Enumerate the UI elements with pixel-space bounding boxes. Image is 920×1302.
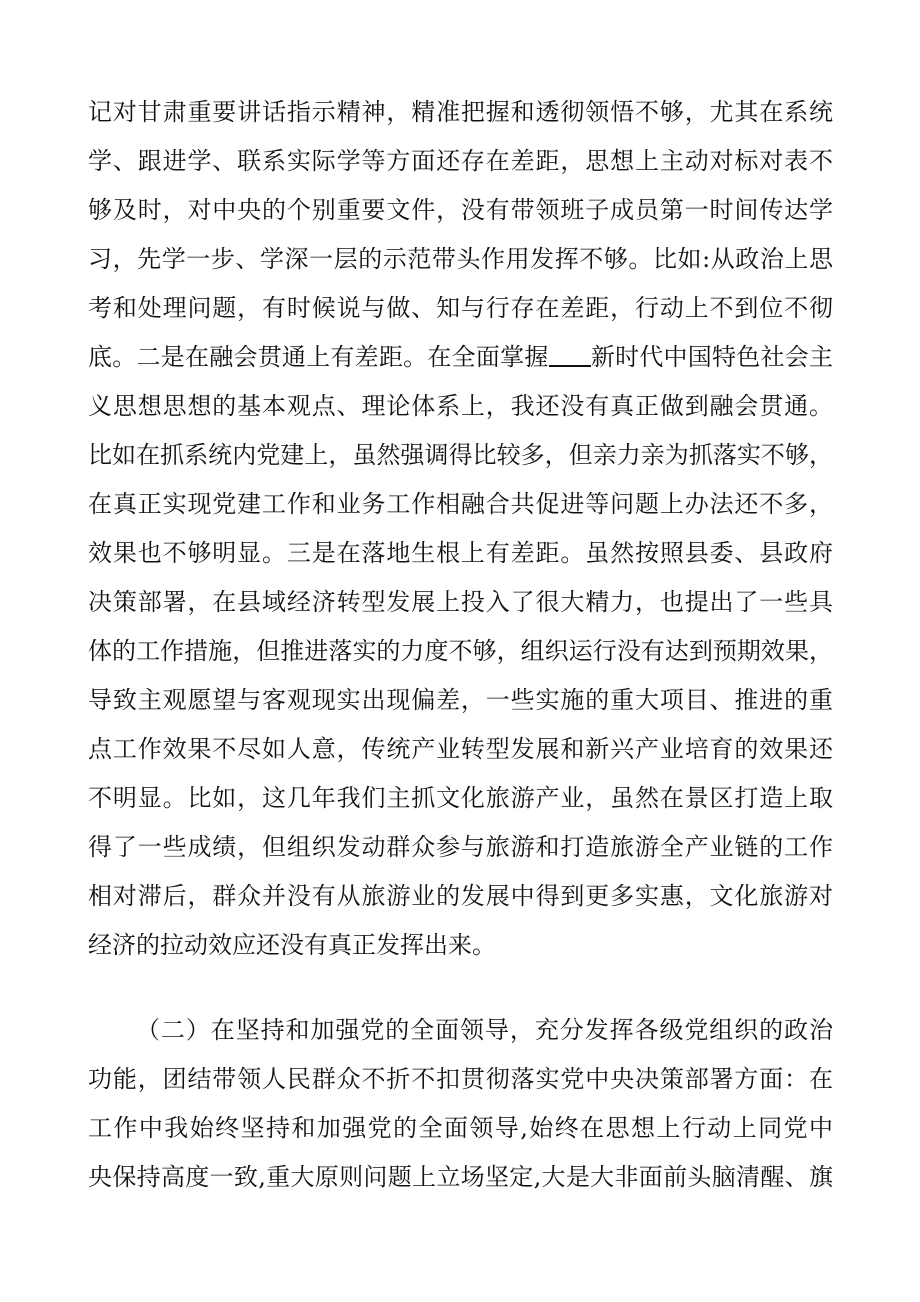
paragraph-2-line-3: 工作中我始终坚持和加强党的全面领导,始终在思想上行动上同党中 bbox=[88, 1114, 833, 1142]
paragraph-1-line-18: 经济的拉动效应还没有真正发挥出来。 bbox=[88, 931, 496, 959]
paragraph-1-line-6 bbox=[88, 337, 833, 377]
paragraph-1-line-14: 点工作效果不尽如人意，传统产业转型发展和新兴产业培育的效果还 bbox=[88, 735, 833, 763]
line-6-text-after-blank: 新时代中国特色社会主 bbox=[590, 343, 834, 371]
paragraph-1-line-3: 够及时，对中央的个别重要文件，没有带领班子成员第一时间传达学 bbox=[88, 196, 833, 224]
paragraph-1-line-15: 不明显。比如，这几年我们主抓文化旅游产业，虽然在景区打造上取 bbox=[88, 784, 833, 812]
paragraph-1-line-10: 效果也不够明显。三是在落地生根上有差距。虽然按照县委、县政府 bbox=[88, 539, 833, 567]
paragraph-1-line-5: 考和处理问题，有时候说与做、知与行存在差距，行动上不到位不彻 bbox=[88, 294, 833, 322]
paragraph-1-line-4: 习，先学一步、学深一层的示范带头作用发挥不够。比如:从政治上思 bbox=[88, 245, 833, 273]
fill-in-blank bbox=[549, 343, 591, 367]
paragraph-1-line-12: 体的工作措施，但推进落实的力度不够，组织运行没有达到预期效果， bbox=[88, 637, 833, 665]
paragraph-1-line-11: 决策部署，在县域经济转型发展上投入了很大精力，也提出了一些具 bbox=[88, 588, 833, 616]
line-6-text-before-blank: 底。二是在融会贯通上有差距。在全面掌握 bbox=[88, 343, 549, 371]
paragraph-2-line-1: （二）在坚持和加强党的全面领导，充分发挥各级党组织的政治 bbox=[136, 1016, 833, 1044]
paragraph-2-line-4: 央保持高度一致,重大原则问题上立场坚定,大是大非面前头脑清醒、旗 bbox=[88, 1163, 833, 1191]
paragraph-1-line-17: 相对滞后，群众并没有从旅游业的发展中得到更多实惠，文化旅游对 bbox=[88, 882, 833, 910]
paragraph-1-line-16: 得了一些成绩，但组织发动群众参与旅游和打造旅游全产业链的工作 bbox=[88, 833, 833, 861]
paragraph-1-line-1: 记对甘肃重要讲话指示精神，精准把握和透彻领悟不够，尤其在系统 bbox=[88, 98, 833, 126]
paragraph-1-line-7: 义思想思想的基本观点、理论体系上，我还没有真正做到融会贯通。 bbox=[88, 392, 833, 420]
paragraph-2-line-2: 功能，团结带领人民群众不折不扣贯彻落实党中央决策部署方面：在 bbox=[88, 1065, 833, 1093]
paragraph-1-line-9: 在真正实现党建工作和业务工作相融合共促进等问题上办法还不多， bbox=[88, 490, 833, 518]
paragraph-1-line-13: 导致主观愿望与客观现实出现偏差，一些实施的重大项目、推进的重 bbox=[88, 686, 833, 714]
paragraph-1-line-8: 比如在抓系统内党建上，虽然强调得比较多，但亲力亲为抓落实不够， bbox=[88, 441, 833, 469]
paragraph-1-line-2: 学、跟进学、联系实际学等方面还存在差距，思想上主动对标对表不 bbox=[88, 147, 833, 175]
